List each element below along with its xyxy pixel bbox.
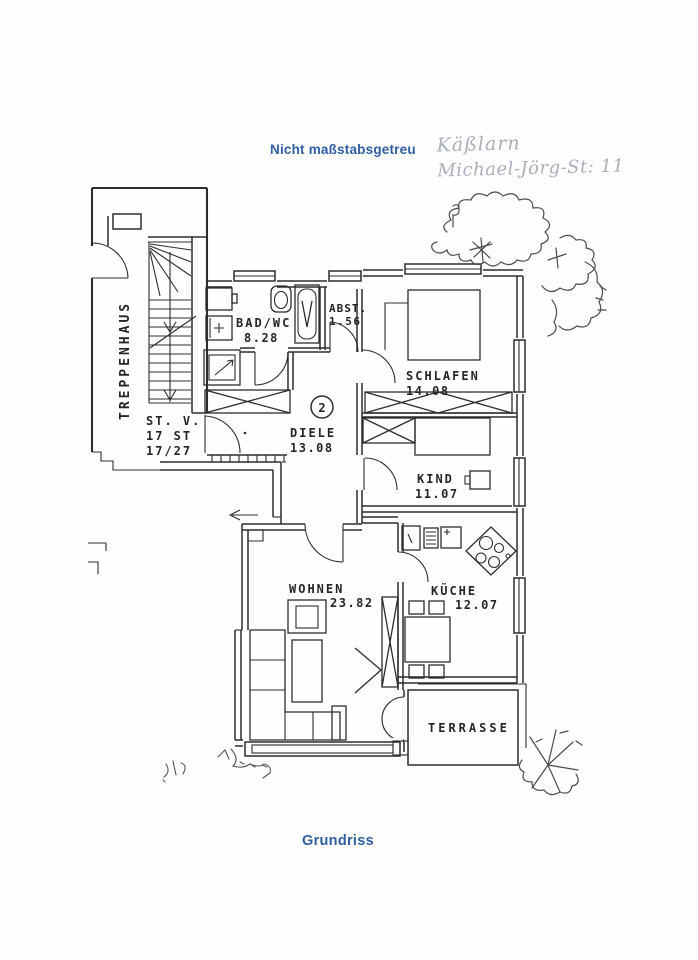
room-label-kind: KIND [417,472,454,486]
stairs-info-3: 17/27 [146,444,193,458]
washing-machine-icon [206,288,232,310]
living-room-furniture [250,600,346,740]
room-label-diele: DIELE [290,426,337,440]
handwriting-line1: Käßlarn [436,132,521,157]
room-area-schlafen: 14.08 [406,384,450,398]
room-area-wohnen: 23.82 [330,596,374,610]
room-area-diele: 13.08 [290,441,334,455]
plants [163,192,606,795]
unit-number-badge [311,396,333,418]
room-label-terrasse: TERRASSE [428,721,510,735]
room-label-bad: BAD/WC [236,316,292,330]
room-area-kind: 11.07 [415,487,459,501]
window-box [113,214,141,229]
room-label-kueche: KÜCHE [431,584,478,598]
stairs-info-1: ST. V. [146,414,202,428]
interior-walls [230,287,517,752]
handwritten-annotation [436,128,624,185]
drawing-caption: Grundriss [302,833,374,849]
kind-desk [470,471,490,489]
entrance-door-arc [205,416,240,453]
folding-door-icon [355,648,381,693]
handwriting-line2: Michael-Jörg-St: 11 [437,155,625,182]
kind-bed [415,418,490,455]
room-area-kueche: 12.07 [455,598,499,612]
scale-note: Nicht maßstabsgetreu [270,142,416,157]
unit-number: 2 [318,401,326,415]
room-labels [118,301,510,735]
plant-sketch-terrace [519,730,582,795]
double-bed [408,290,480,360]
stairs-info-2: 17 ST [146,429,193,443]
armchair [288,600,326,633]
room-area-abst: 1.56 [329,315,362,328]
coffee-table [292,640,322,702]
room-label-schlafen: SCHLAFEN [406,369,480,383]
toilet-icon [271,286,291,312]
terrace-door-arc [382,719,404,741]
hatched-railing [207,455,287,462]
room-label-treppenhaus: TREPPENHAUS [118,300,133,420]
stairs [149,242,196,403]
terrace-door-arc [382,697,404,719]
kitchen-appliance [402,526,420,550]
sofa [250,630,346,740]
kitchen-table-chairs [405,601,450,678]
stove-icon [466,527,516,575]
room-label-abst: ABST. [329,302,368,315]
room-label-wohnen: WOHNEN [289,582,345,596]
scan-speck [244,432,247,435]
room-area-bad: 8.28 [244,331,279,345]
entry-arrow-icon [230,510,258,520]
bathtub-icon [295,285,319,343]
dishwasher-icon [424,528,438,548]
sink-icon [441,527,461,548]
